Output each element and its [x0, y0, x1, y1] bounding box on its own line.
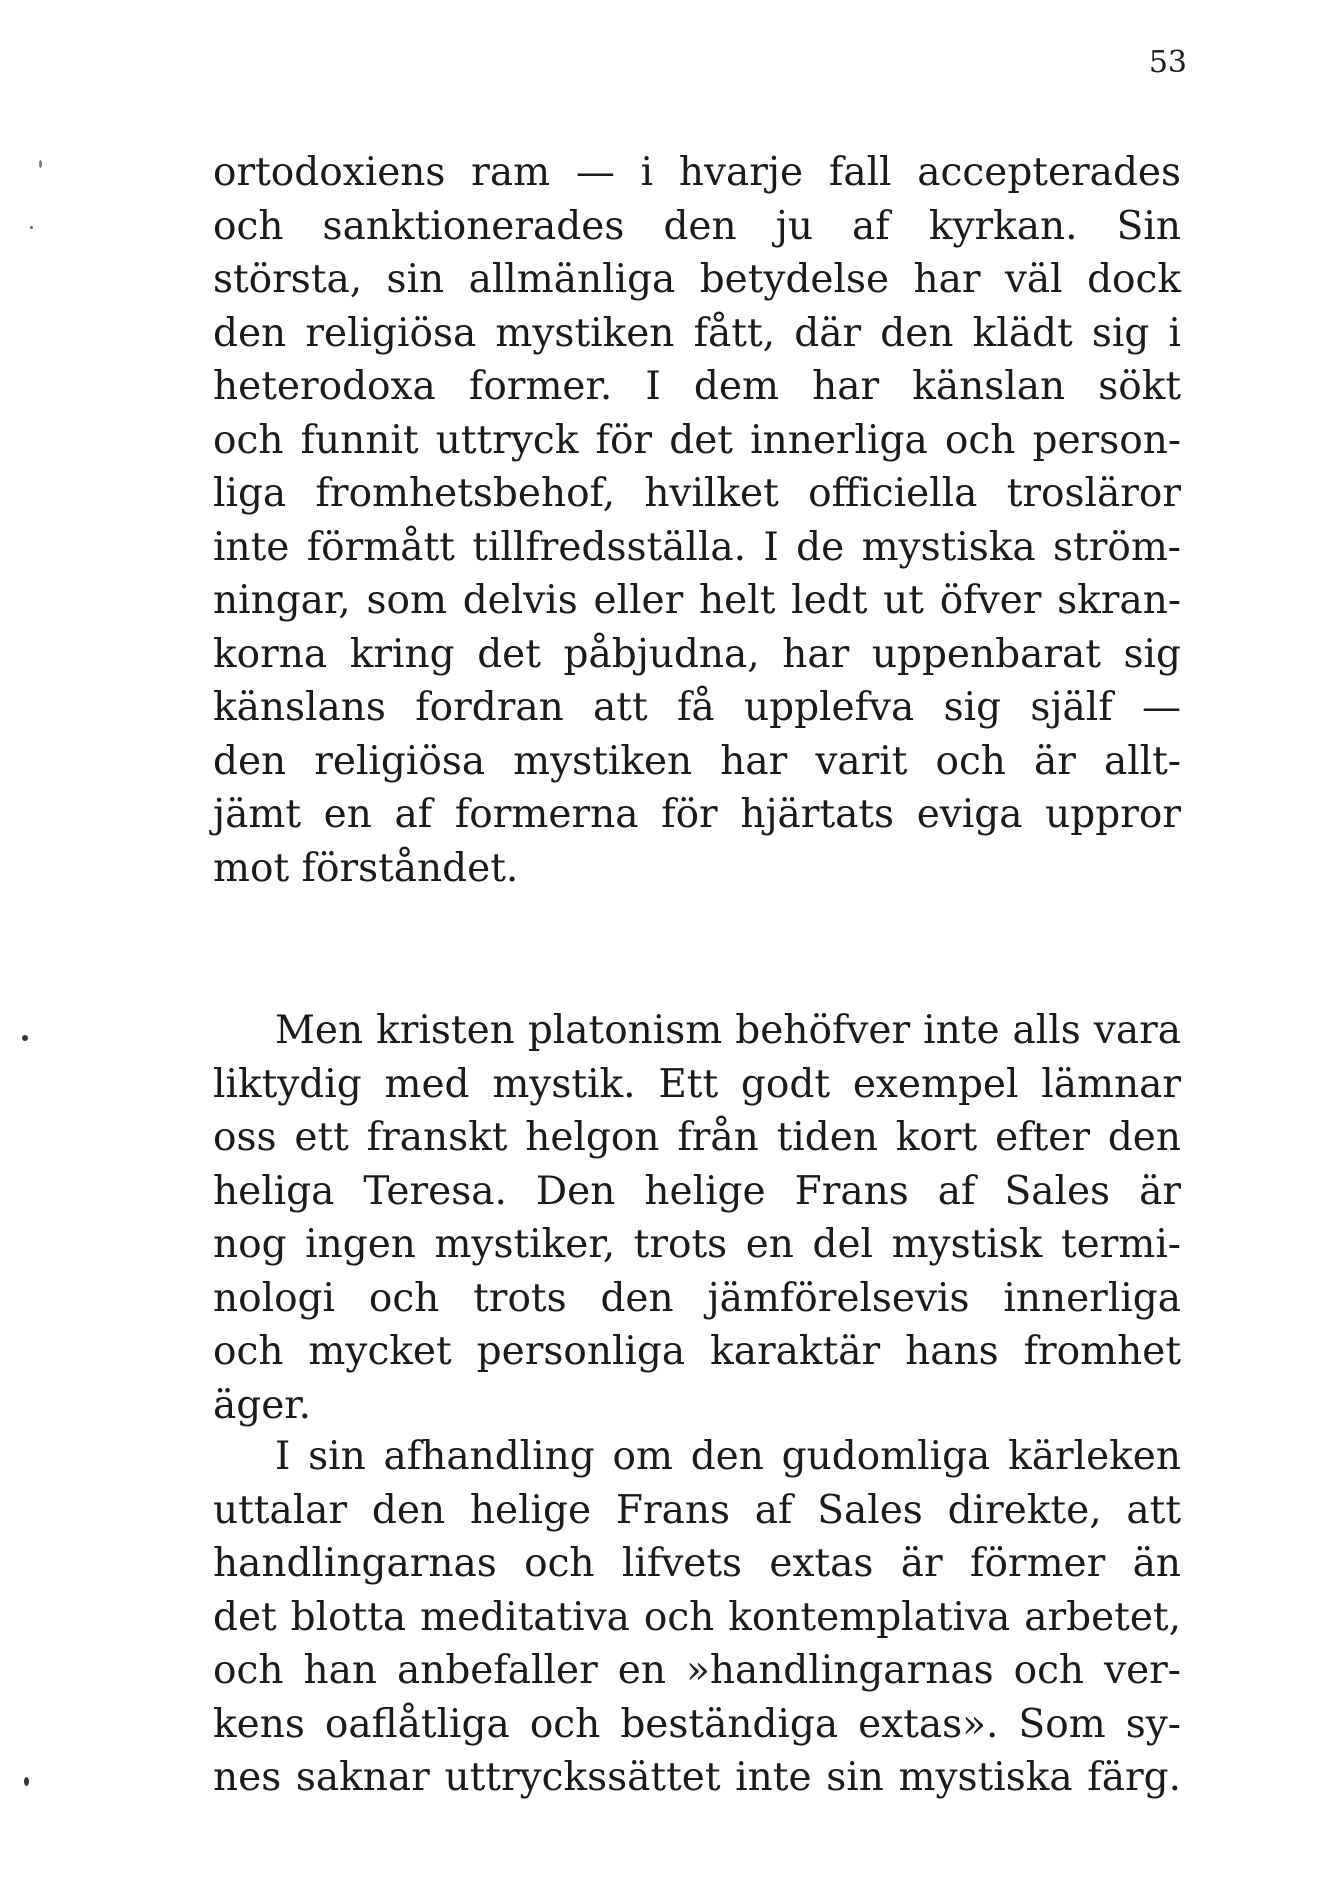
text-line: största, sin allmänliga betydelse har väl dock	[213, 257, 1181, 302]
text-line: nog ingen mystiker, trots en del mystisk termi-	[213, 1222, 1181, 1267]
paragraph-1	[213, 146, 1181, 895]
text-line: Men kristen platonism behöfver inte alls vara	[275, 1008, 1181, 1053]
text-line: jämt en af formerna för hjärtats eviga uppror	[213, 792, 1181, 837]
text-line: mot förståndet.	[213, 845, 519, 891]
text-line: handlingarnas och lifvets extas är förmer än	[213, 1541, 1181, 1586]
text-line: oss ett franskt helgon från tiden kort efter den	[213, 1115, 1181, 1160]
text-line: nologi och trots den jämförelsevis innerliga	[213, 1275, 1181, 1321]
text-line: och sanktionerades den ju af kyrkan. Sin	[213, 203, 1181, 249]
text-line: nes saknar uttryckssättet inte sin mystiska färg.	[213, 1755, 1181, 1800]
text-line: och han anbefaller en »handlingarnas och ver-	[213, 1648, 1181, 1693]
text-line: den religiösa mystiken fått, där den klädt sig i	[213, 310, 1181, 356]
text-line: det blotta meditativa och kontemplativa arbetet,	[213, 1594, 1181, 1640]
text-line: liga fromhetsbehof, hvilket officiella trosläror	[213, 471, 1181, 516]
text-line: heterodoxa former. I dem har känslan sökt	[213, 364, 1181, 409]
page-number: 53	[1148, 45, 1187, 80]
text-line: inte förmått tillfredsställa. I de mystiska ström-	[213, 524, 1181, 570]
text-line: och funnit uttryck för det innerliga och person-	[213, 417, 1181, 463]
text-line: uttalar den helige Frans af Sales direkte, att	[213, 1487, 1181, 1533]
paragraph-3	[213, 1430, 1181, 1805]
text-line: liktydig med mystik. Ett godt exempel lämnar	[213, 1061, 1181, 1107]
text-line: och mycket personliga karaktär hans fromhet	[213, 1329, 1181, 1374]
text-line: korna kring det påbjudna, har uppenbarat sig	[213, 631, 1181, 677]
text-line: ningar, som delvis eller helt ledt ut öfver skran-	[213, 578, 1181, 623]
scan-speck	[39, 160, 42, 168]
text-line: den religiösa mystiken har varit och är allt-	[213, 738, 1181, 784]
text-line: I sin afhandling om den gudomliga kärleken	[275, 1434, 1181, 1479]
scan-speck	[30, 226, 33, 229]
text-line: äger.	[213, 1382, 312, 1428]
text-line: känslans fordran att få upplefva sig själf —	[213, 685, 1181, 730]
text-line: heliga Teresa. Den helige Frans af Sales är	[213, 1168, 1181, 1214]
scan-speck	[24, 1777, 29, 1786]
text-line: ortodoxiens ram — i hvarje fall accepterades	[213, 150, 1181, 195]
text-line: kens oaflåtliga och beständiga extas». Som sy-	[213, 1701, 1181, 1747]
scan-speck	[22, 1035, 28, 1041]
paragraph-2	[213, 1004, 1181, 1432]
